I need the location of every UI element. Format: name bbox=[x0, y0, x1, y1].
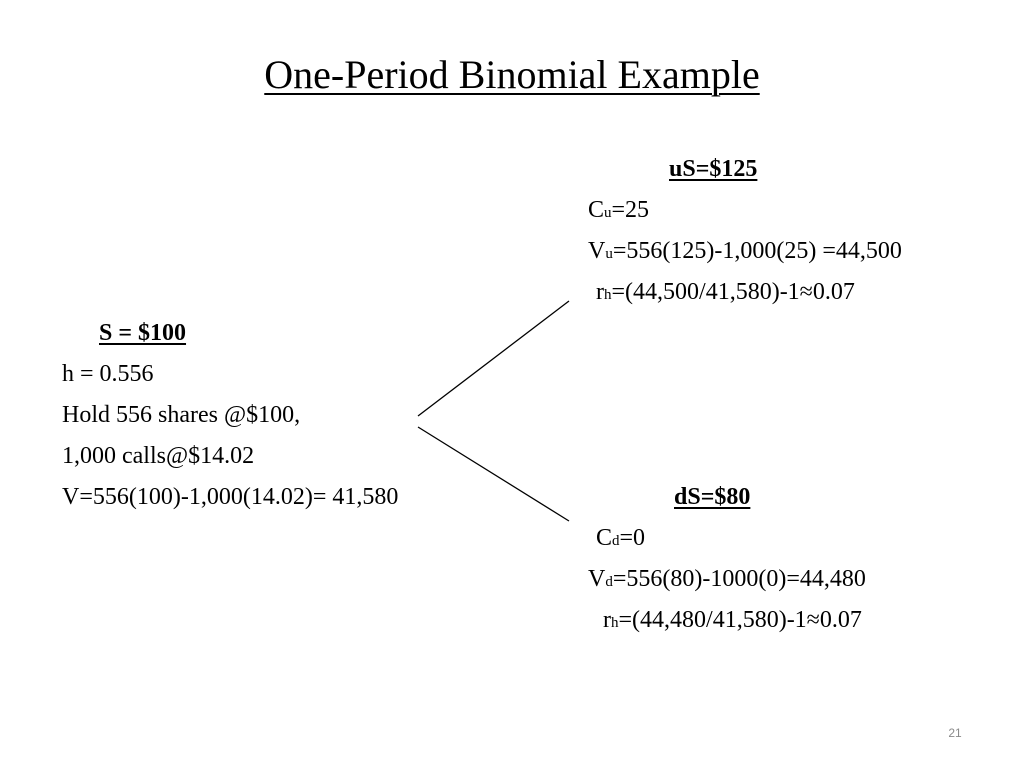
down-stock-price-label: dS=$80 bbox=[674, 484, 751, 510]
up-stock-price bbox=[669, 154, 757, 184]
down-call-subscript: d bbox=[612, 533, 620, 549]
down-stock-price bbox=[674, 482, 750, 512]
down-portfolio-value bbox=[588, 564, 866, 597]
root-stock-price-label: S = $100 bbox=[99, 320, 187, 346]
down-call-payoff bbox=[596, 523, 645, 556]
up-value-subscript: u bbox=[605, 246, 613, 262]
up-branch-line bbox=[418, 301, 569, 416]
up-value-formula: =556(125)-1,000(25) =44,500 bbox=[612, 238, 902, 264]
root-calls: 1,000 calls@$14.02 bbox=[62, 443, 255, 469]
down-call-symbol: C bbox=[596, 525, 613, 551]
up-return-subscript: h bbox=[604, 287, 612, 303]
down-hedge-return bbox=[603, 605, 862, 638]
up-call-value: =25 bbox=[611, 197, 650, 223]
up-value-symbol: V bbox=[588, 238, 606, 264]
up-call-payoff bbox=[588, 195, 649, 228]
up-call-subscript: u bbox=[604, 205, 612, 221]
down-return-symbol: r bbox=[603, 607, 611, 633]
down-value-formula: =556(80)-1000(0)=44,480 bbox=[612, 566, 866, 592]
down-return-subscript: h bbox=[611, 615, 619, 631]
up-stock-price-label: uS=$125 bbox=[669, 156, 758, 182]
up-return-formula: =(44,500/41,580)-1≈0.07 bbox=[611, 279, 855, 305]
down-branch-line bbox=[418, 427, 569, 521]
up-hedge-return bbox=[596, 277, 855, 310]
page-number: 21 bbox=[948, 726, 962, 740]
up-call-symbol: C bbox=[588, 197, 605, 223]
down-call-value: =0 bbox=[619, 525, 646, 551]
root-hold-shares: Hold 556 shares @$100, bbox=[62, 402, 301, 428]
down-return-formula: =(44,480/41,580)-1≈0.07 bbox=[618, 607, 862, 633]
up-return-symbol: r bbox=[596, 279, 604, 305]
down-value-subscript: d bbox=[605, 574, 613, 590]
up-portfolio-value bbox=[588, 236, 902, 269]
slide-title: One-Period Binomial Example bbox=[264, 52, 760, 97]
down-value-symbol: V bbox=[588, 566, 606, 592]
root-hedge-ratio: h = 0.556 bbox=[62, 361, 154, 387]
root-portfolio-value: V=556(100)-1,000(14.02)= 41,580 bbox=[62, 484, 399, 510]
